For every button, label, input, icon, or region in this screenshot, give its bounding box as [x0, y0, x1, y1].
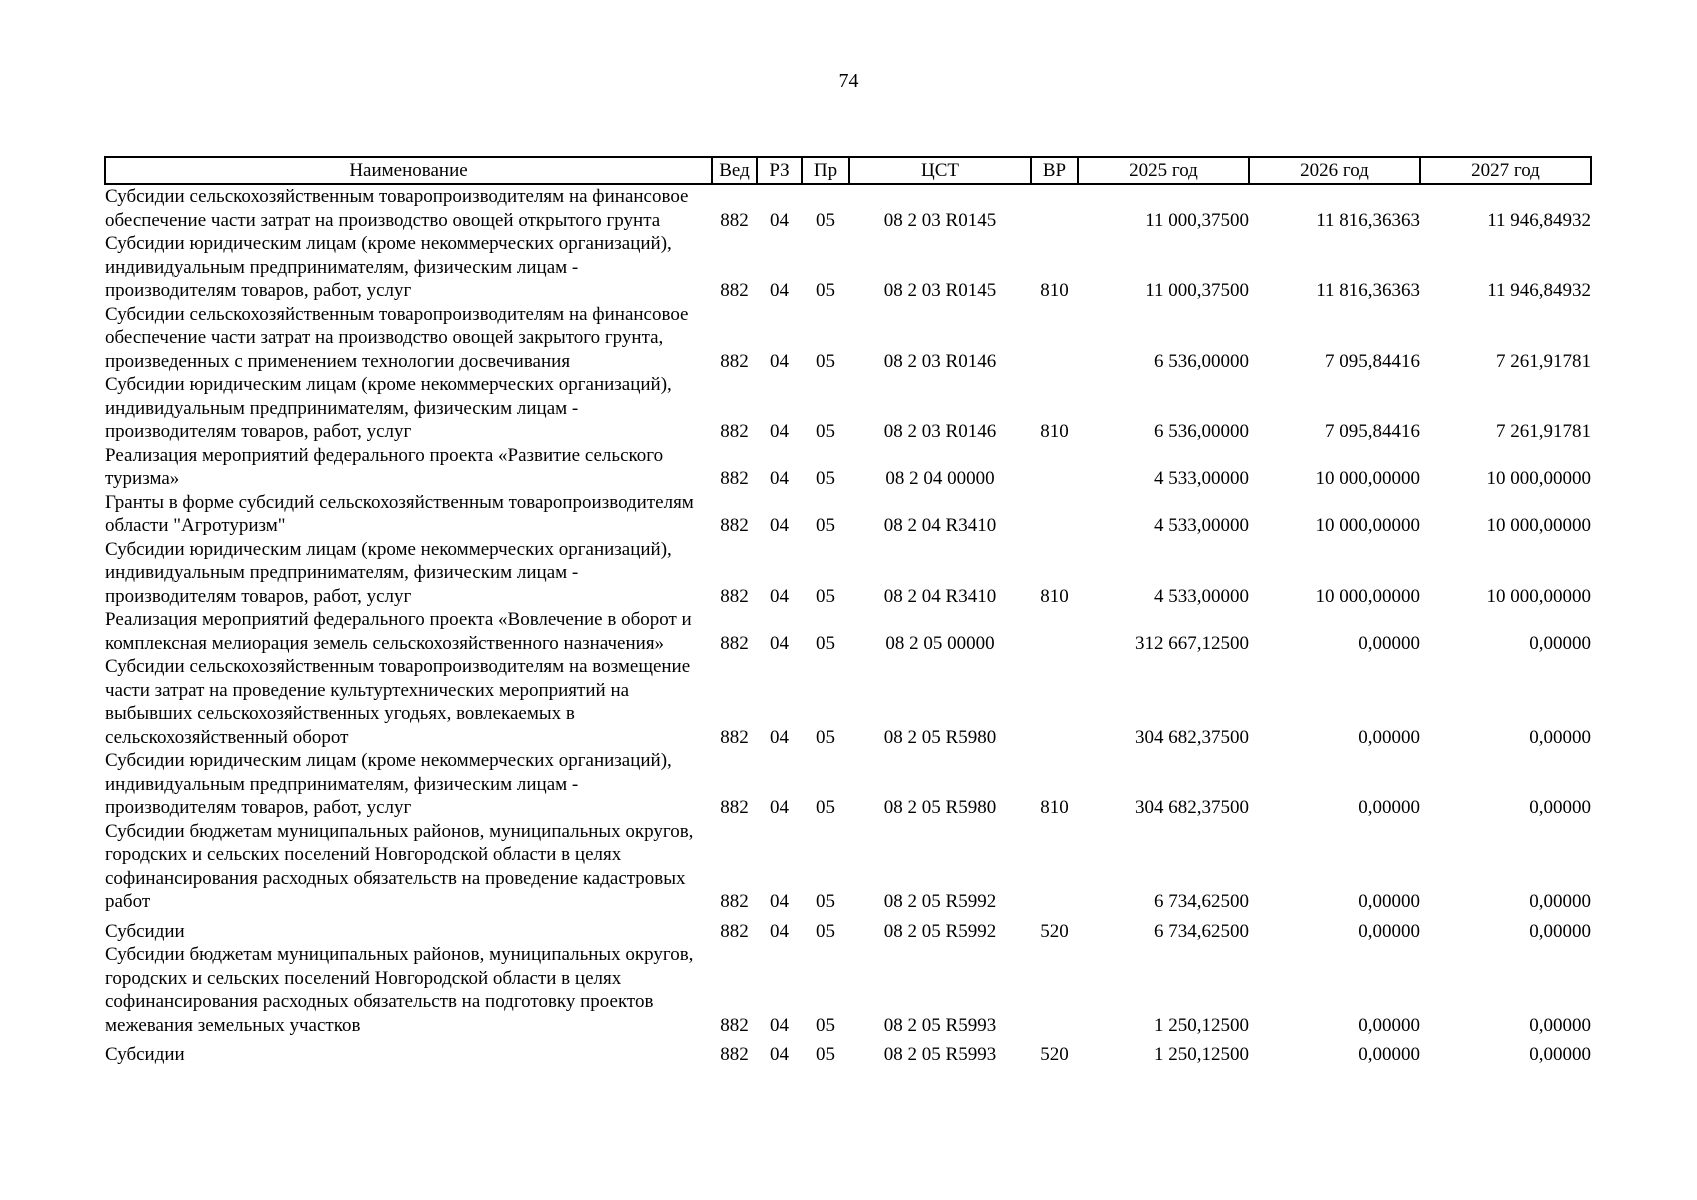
- header-2027: 2027 год: [1420, 157, 1591, 184]
- table-row: [105, 749, 1591, 820]
- cell-name: Гранты в форме субсидий сельскохозяйственным товаропроизводителям области "Агротуризм": [105, 491, 694, 536]
- cell-rz: 04: [770, 209, 789, 231]
- cell-2026: 0,00000: [1358, 797, 1420, 818]
- cell-cst: 08 2 03 R0145: [883, 209, 997, 231]
- cell-name: Субсидии бюджетам муниципальных районов, муниципальных округов, городских и сельских поселений Новгородской области в целях софинансирования расходных обязательств на проведение кадастровых работ: [105, 820, 694, 912]
- cell-2025: 11 000,37500: [1145, 209, 1249, 231]
- cell-2027: 0,00000: [1529, 726, 1591, 748]
- table-header: [105, 157, 1591, 184]
- cell-2027: 0,00000: [1529, 891, 1591, 912]
- cell-pr: 05: [816, 632, 835, 654]
- cell-cst: 08 2 03 R0146: [883, 421, 997, 442]
- cell-2026: 0,00000: [1358, 1014, 1420, 1036]
- cell-cst: 08 2 05 R5992: [883, 891, 997, 912]
- page-number: 74: [838, 70, 859, 92]
- cell-rz: 04: [770, 726, 789, 748]
- cell-2026: 10 000,00000: [1315, 468, 1420, 489]
- header-rz: РЗ: [757, 157, 802, 184]
- cell-pr: 05: [816, 920, 835, 942]
- cell-rz: 04: [770, 1014, 789, 1036]
- cell-vr: [1031, 820, 1078, 914]
- cell-rz: 04: [770, 468, 789, 489]
- table-row: [105, 184, 1591, 232]
- cell-2027: 11 946,84932: [1487, 280, 1591, 301]
- cell-2026: 7 095,84416: [1325, 350, 1420, 372]
- table-row: [105, 444, 1591, 491]
- cell-cst: 08 2 04 R3410: [883, 585, 997, 607]
- header-2026: 2026 год: [1249, 157, 1420, 184]
- cell-2025: 6 536,00000: [1154, 350, 1249, 372]
- cell-pr: 05: [816, 280, 835, 301]
- cell-ved: 882: [720, 891, 749, 912]
- cell-vr: 810: [1040, 797, 1069, 818]
- table-row: [105, 655, 1591, 749]
- cell-name: Субсидии юридическим лицам (кроме некоммерческих организаций), индивидуальным предпринимателям, физическим лицам - производителям товаров, работ, услуг: [105, 374, 672, 442]
- cell-2025: 11 000,37500: [1145, 280, 1249, 301]
- cell-2025: 1 250,12500: [1154, 1044, 1249, 1065]
- cell-pr: 05: [816, 891, 835, 912]
- cell-name: Реализация мероприятий федерального проекта «Вовлечение в оборот и комплексная мелиорация земель сельскохозяйственного назначения»: [105, 609, 692, 654]
- cell-ved: 882: [720, 1044, 749, 1065]
- cell-name: Субсидии сельскохозяйственным товаропроизводителям на финансовое обеспечение части затрат на производство овощей закрытого грунта, произведенных с применением технологии досвечивания: [105, 303, 689, 372]
- table-body: [105, 184, 1591, 1067]
- cell-rz: 04: [770, 891, 789, 912]
- cell-2026: 0,00000: [1358, 891, 1420, 912]
- cell-ved: 882: [720, 468, 749, 489]
- table-row: [105, 538, 1591, 609]
- cell-vr: [1031, 303, 1078, 374]
- cell-ved: 882: [720, 280, 749, 301]
- cell-2027: 10 000,00000: [1486, 468, 1591, 489]
- cell-2025: 304 682,37500: [1135, 726, 1249, 748]
- cell-name: Субсидии: [105, 920, 185, 942]
- cell-rz: 04: [770, 585, 789, 607]
- cell-pr: 05: [816, 209, 835, 231]
- cell-vr: [1031, 491, 1078, 538]
- header-2025: 2025 год: [1078, 157, 1249, 184]
- cell-2025: 6 536,00000: [1154, 421, 1249, 442]
- cell-pr: 05: [816, 350, 835, 372]
- table-row: [105, 373, 1591, 444]
- cell-2026: 11 816,36363: [1316, 209, 1420, 231]
- cell-2025: 1 250,12500: [1154, 1014, 1249, 1036]
- cell-2027: 0,00000: [1529, 1014, 1591, 1036]
- cell-name: Субсидии бюджетам муниципальных районов, муниципальных округов, городских и сельских поселений Новгородской области в целях софинансирования расходных обязательств на подготовку проектов межевания земельных участков: [105, 944, 694, 1036]
- cell-pr: 05: [816, 1044, 835, 1065]
- cell-cst: 08 2 05 R5980: [883, 726, 997, 748]
- cell-ved: 882: [720, 632, 749, 654]
- header-vr: ВР: [1031, 157, 1078, 184]
- cell-2026: 0,00000: [1358, 632, 1420, 654]
- cell-rz: 04: [770, 280, 789, 301]
- cell-rz: 04: [770, 797, 789, 818]
- cell-2026: 0,00000: [1358, 726, 1420, 748]
- cell-2027: 0,00000: [1529, 1044, 1591, 1065]
- cell-vr: 520: [1040, 1044, 1069, 1065]
- cell-rz: 04: [770, 515, 789, 536]
- cell-2026: 0,00000: [1358, 920, 1420, 942]
- cell-vr: 520: [1040, 920, 1069, 942]
- cell-vr: 810: [1040, 280, 1069, 301]
- cell-pr: 05: [816, 585, 835, 607]
- cell-name: Субсидии юридическим лицам (кроме некоммерческих организаций), индивидуальным предпринимателям, физическим лицам - производителям товаров, работ, услуг: [105, 538, 672, 607]
- cell-pr: 05: [816, 797, 835, 818]
- cell-rz: 04: [770, 920, 789, 942]
- table-row: [105, 232, 1591, 303]
- cell-2027: 10 000,00000: [1486, 515, 1591, 536]
- cell-2025: 6 734,62500: [1154, 891, 1249, 912]
- cell-cst: 08 2 04 R3410: [883, 515, 997, 536]
- cell-2025: 304 682,37500: [1135, 797, 1249, 818]
- cell-pr: 05: [816, 421, 835, 442]
- cell-2025: 4 533,00000: [1154, 515, 1249, 536]
- cell-ved: 882: [720, 797, 749, 818]
- cell-rz: 04: [770, 632, 789, 654]
- cell-2027: 11 946,84932: [1487, 209, 1591, 231]
- header-pr: Пр: [802, 157, 849, 184]
- cell-pr: 05: [816, 1014, 835, 1036]
- cell-cst: 08 2 05 R5993: [883, 1044, 997, 1065]
- cell-2027: 10 000,00000: [1486, 585, 1591, 607]
- cell-cst: 08 2 05 R5993: [883, 1014, 997, 1036]
- budget-table: [104, 156, 1592, 1067]
- cell-ved: 882: [720, 515, 749, 536]
- cell-name: Субсидии юридическим лицам (кроме некоммерческих организаций), индивидуальным предпринимателям, физическим лицам - производителям товаров, работ, услуг: [105, 233, 672, 301]
- cell-cst: 08 2 03 R0146: [883, 350, 997, 372]
- cell-2025: 312 667,12500: [1135, 632, 1249, 654]
- cell-name: Субсидии сельскохозяйственным товаропроизводителям на возмещение части затрат на проведение культуртехнических мероприятий на выбывших сельскохозяйственных угодьях, вовлекаемых в сельскохозяйственный оборот: [105, 656, 691, 748]
- cell-rz: 04: [770, 421, 789, 442]
- cell-name: Реализация мероприятий федерального проекта «Развитие сельского туризма»: [105, 444, 664, 489]
- cell-cst: 08 2 05 R5980: [883, 797, 997, 818]
- cell-2026: 7 095,84416: [1325, 421, 1420, 442]
- table-row: [105, 820, 1591, 914]
- cell-2027: 7 261,91781: [1496, 421, 1591, 442]
- table-row: [105, 491, 1591, 538]
- cell-vr: [1031, 655, 1078, 749]
- cell-pr: 05: [816, 515, 835, 536]
- cell-vr: [1031, 184, 1078, 232]
- cell-name: Субсидии юридическим лицам (кроме некоммерческих организаций), индивидуальным предпринимателям, физическим лицам - производителям товаров, работ, услуг: [105, 750, 672, 818]
- cell-ved: 882: [720, 920, 749, 942]
- cell-2025: 4 533,00000: [1154, 585, 1249, 607]
- cell-2026: 0,00000: [1358, 1044, 1420, 1065]
- cell-2027: 7 261,91781: [1496, 350, 1591, 372]
- cell-2025: 6 734,62500: [1154, 920, 1249, 942]
- cell-ved: 882: [720, 421, 749, 442]
- cell-name: Субсидии сельскохозяйственным товаропроизводителям на финансовое обеспечение части затрат на производство овощей открытого грунта: [105, 186, 689, 231]
- table-row: [105, 608, 1591, 655]
- cell-ved: 882: [720, 726, 749, 748]
- table-row: [105, 914, 1591, 944]
- cell-vr: [1031, 608, 1078, 655]
- cell-ved: 882: [720, 1014, 749, 1036]
- table-row: [105, 943, 1591, 1037]
- header-row: [105, 157, 1591, 184]
- cell-2026: 11 816,36363: [1316, 280, 1420, 301]
- table-row: [105, 303, 1591, 374]
- cell-vr: 810: [1040, 585, 1069, 607]
- cell-2027: 0,00000: [1529, 920, 1591, 942]
- cell-2027: 0,00000: [1529, 797, 1591, 818]
- cell-cst: 08 2 04 00000: [885, 468, 995, 489]
- cell-ved: 882: [720, 209, 749, 231]
- cell-ved: 882: [720, 585, 749, 607]
- cell-2026: 10 000,00000: [1315, 515, 1420, 536]
- cell-2026: 10 000,00000: [1315, 585, 1420, 607]
- cell-vr: [1031, 444, 1078, 491]
- cell-rz: 04: [770, 1044, 789, 1065]
- cell-vr: 810: [1040, 421, 1069, 442]
- cell-cst: 08 2 03 R0145: [883, 280, 997, 301]
- cell-2025: 4 533,00000: [1154, 468, 1249, 489]
- cell-rz: 04: [770, 350, 789, 372]
- cell-cst: 08 2 05 R5992: [883, 920, 997, 942]
- cell-ved: 882: [720, 350, 749, 372]
- cell-pr: 05: [816, 726, 835, 748]
- header-ved: Вед: [712, 157, 757, 184]
- cell-pr: 05: [816, 468, 835, 489]
- cell-2027: 0,00000: [1529, 632, 1591, 654]
- cell-vr: [1031, 943, 1078, 1037]
- cell-name: Субсидии: [105, 1044, 185, 1065]
- header-name: Наименование: [105, 157, 712, 184]
- table-row: [105, 1037, 1591, 1067]
- cell-cst: 08 2 05 00000: [885, 632, 995, 654]
- header-cst: ЦСТ: [849, 157, 1031, 184]
